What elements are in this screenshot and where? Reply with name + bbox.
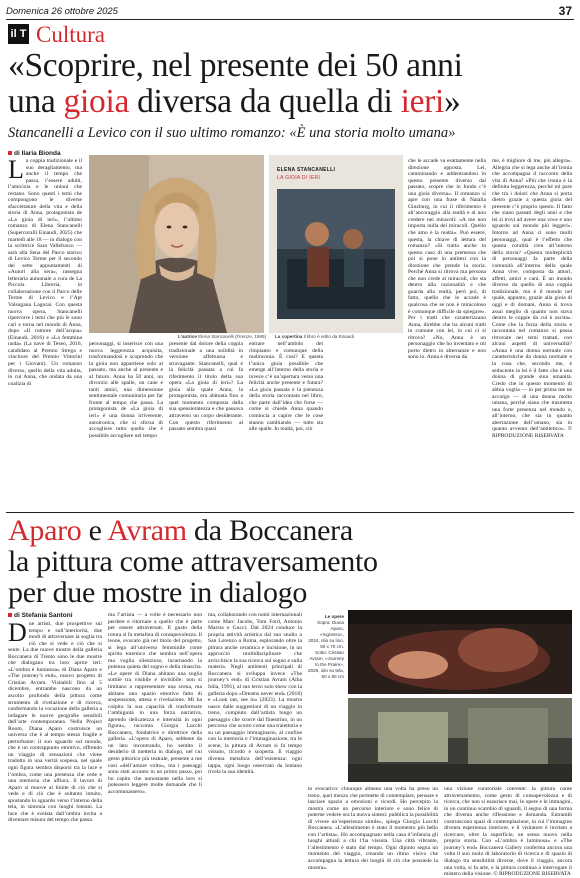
article2-byline: di Stefania Santoni [8, 612, 73, 619]
article1-column-5: che le accade va esattamente nella direzione opposta. Lei, camminando e addentrandosi in questo presente diverso dal passato, scopre che in fondo c’è una gioia diversa». Il romanzo si apre con una frase di Natalia Ginzburg, in cui il riferimento è all’ancoraggio alla realtà e al non credere nei miracoli: «A me non importa nulla dei miracoli. Quello che amo è la realtà». Può essere, questa, la chiave di lettura del romanzo? «Si tratta anche in questo caso di una premessa che poi si pone in antitesi con la direzione che prende la storia. Perché Anna si ritrova ma persona che non crede ai miracoli, che sta dentro alla razionalità e che guarda alla realtà, però poi, di fatto, quello che le accade è qualcosa che se non è miracoloso è comunque difficile da spiegare». Per i tratti che caratterizzano Anna, direbbe che ha alcuni tratti in comune con lei, in cui ci si ritrova? «No, Anna è un personaggio che ho inventato e mi porto dietro in alternanze e non sono io. Anna è diversa da [408, 158, 486, 361]
article2-dropcap: D [8, 618, 27, 647]
article1-title-line1: «Scoprire, nel presente dei 50 anni [8, 47, 463, 84]
article1-column-1: La coppia tradizionale e il suo deragliamento, ma anche il tempo che passa, l’essere adulti, l’amicizia e le unioni che restano. Sono questi i temi che compongono le diverse sfaccettature della vita e della storia di Anna, protagonista de «La gioia di ieri», l’ultimo romanzo di Elena Stancanelli (Supercoralli Einaudi, 2025) che martedì alle 18 — in dialogo con la scrittrice Sara Vallefuoco — sarà alla Sena del Parco storico di Levico Terme per il secondo dei sette appuntamenti di «Autori alla sera», rassegna letteraria autunnale a cura de La Piccola Libreria, in collaborazione con il Parco delle Terme di Levico e l’Apt Valsugana Lagorai. Con questa nuova opera, Stancanelli ripercorre i temi che più le sono cari e torna nel mondo di Anna, dopo «Il rumore dell’acqua» (Einaudi, 2016) e «La femmina nuda» (La nave di Teseo, 2016, candidato al Premio Strega e vincitore del Premio Vittorini per i Giovani). Un romanzo diverso, quello della vita adulta, in cui Anna, che ondata da una coalizia di [8, 155, 82, 387]
author-photo-illustration [89, 155, 264, 333]
book-cover [269, 155, 403, 333]
article1-column-3: presente dal dolore della coppia tradizionale a una solidità in versione affettuosa e stravagante. Stancanelli, qual è la felicità passata a cui fa riferimento il titolo della sua opera «La gioia di ieri»? La gioia alla quale Anna, la protagonista, era abituata fino a quel momento composta dalla sua spensieratezza e che passava attraverso un corpo desiderante. Con questo riferimento al passato sembra quasi [169, 341, 243, 433]
article2-column-2: ma l’artista — a volte è necessario non perdere e ritornare a quello che è parte per essere attraversati. Il gusto della rotura si fa metafora di consapevolezza. Il leone, evocato già nel titolo del progetto, si lega all’universo femminile come spirito totemico che sembra nell’opera ma voglia silenzioso, incarnando la potenza quieta del sogno e della rinascita. «Le opere di Diana abitano una soglia sottile tra visibile e invisibile: non si limitano a rappresentare una scena, ma abitano uno spazio emotivo fatto di sospensione, attesa e rivelazione. Mi ha colpito la sua capacità di trasformare l’ambiguità in una forza narrativa, aprendo delicatezza e intensità in ogni figura», racconta Giorgia Lucchi Boccanera, fondatrice e direttrice della galleria. «L’opera di Aparo, sebbene da un lato incontrando, ho sentito il desiderio di metterla in dialogo, nel cui gesto pittorico più teatrale, presente a me così «dell’amore volto», ma i paesaggi sono stati accanto in un primo passo, poi ho capito che nonostante nella loro si potessero leggere molte domande che li accomunassero». [108, 612, 202, 795]
artwork-avram-illustration [348, 698, 572, 782]
book-cover-caption: La copertina Il libro è edito da Einaudi [275, 334, 354, 339]
article2-title-line2: la pittura come attraversamento [8, 545, 378, 578]
article1-title-line2: una gioia diversa da quella di ieri» [8, 83, 461, 120]
book-cover-illustration [277, 189, 395, 319]
article2-title-line1: Aparo e Avram da Boccanera [8, 514, 353, 547]
section-title: Cultura [36, 22, 105, 47]
article2-column-3: ma, collaborando con nomi internazionali come Marc Jacobs, Tom Ford, Antonio Marras e Gucci. Dal 2024 conduce la propria attività artistica dal suo studio a San Lorenzo a Roma, esplorando oltre la pittura anche ceramica e incisione, in un approccio multidisciplinare che arricchisce la sua ricerca sul sogno e sulla materia. Negli ambienti principali di Boccanera si sviluppa invece «The journey’s end» di Cristian Avram (Alba Iulia, 1991), al suo terzo solo show con la galleria dopo «Dreams never end» (2018) e «Look out, see in» (2023). La mostra nasce dalle suggestioni di un viaggio in treno, compiuto dall’artista lungo un paesaggio che scorre dal finestrino, in un percorso che scorre come una traiettoria e su un paesaggio immaginario, al confine con la memoria e l’immaginazione, tra le scene, la pittura di Avram si fa tempo vissuto, ricordo e scoperta. Il viaggio diventa metafora dell’esistenza: ogni tappa, ogni luogo osservato da lontano rivela la sua identità. [208, 612, 302, 776]
artwork-avram [348, 698, 572, 782]
artwork-aparo-illustration [348, 610, 572, 694]
title-highlight-gioia: gioia [63, 83, 130, 120]
author-photo [89, 155, 264, 333]
article2-column-1: Due artisti, due prospettive sul tempo e sull’interiorità, due modi di attraversare la soglia tra ciò che si vede e ciò che si sente. La due nuove mostre della galleria Boccanera di Trento sono le due mostre che dialogano tra loro aprire ieri: «L’ombra è luminosa» di Diana Aparo e «The journey’s end», nuovo progetto di Cristian Avram. Visitabili fino al 5 dicembre, entrambe nascono da un ascolto profondo della pittura come strumento di rivelazione e di ricerca, confermando la vocazione della galleria a indagare le nuove geografie sensibili dell’arte contemporanea. Nella Project Room, Diana Aparo costruisce un universo che è al tempo stesso fragile e perturbante: il suo sguardo sul mondo, che è un contrappunto emotivo, offrendo un viaggio di sensazioni che viene tradotto in una verità sospesa, nel quale ogni figura sembra disporsi tra la luce e l’ombra, come una presenza che cede e una memoria che affiora. Il lavoro di Aparo si muove al limite di ciò che si vede e di ciò che è soltanto intuito, spostando lo sguardo verso l’interno della tela, in sintonia con luoghi lontani. La luce che è svelata dall’ombra invita a diventare misura del tempo che passa. [8, 618, 102, 824]
article2-title-line3: per due mostre in dialogo [8, 576, 308, 609]
article2-column-5: una visione curatoriale coerente: la pittura come attraversamento, come gesto di consapevolezza e di ricerca, che non si esaurisce mai, le opere e le immagini, in un continuo scambio di sguardi, il segno di una forma che diventa anche riflessione e domanda. Entrambi costruiscono spazi di contemplazione, in cui l’immagine diventa esperienza interiore, e il visitatore è invitato a ricercare, oltre la superficie, un senso nuovo nella propria storia. Con «L’ombra è luminosa» e «The journey’s end» Boccanera Gallery conferma ancora una volta il suo ruolo di laboratorio di ricerca e di spazio di dialogo tra sensibilità diverse, dove il viaggio, ancora una volta, si fa arte, e la pittura continua a interrogare il mistero della visione. © RIPRODUZIONE RISERVATA [444, 786, 572, 878]
logo [8, 24, 29, 44]
article1-column-4: entrare nell’ambito del rimpianto e comunque della malinconia. È così? E questa l’unica gioia possibile che emerge all’interno della storia e invece c’è un’apertura verso una felicità anche presente e futura? «La gioia passata è la pienezza della storia raccontata nel libro, che parte dall’idea che forse — come si chiede Anna quando comincia a capire che le cose stanno cambiando — tutto sta alle spalle. In realtà, poi, ciò [249, 341, 323, 433]
article-separator [6, 512, 574, 513]
byline-square-icon [8, 613, 12, 617]
title-name-avram: Avram [107, 514, 187, 547]
article1-title [8, 48, 572, 120]
page-date: Domenica 26 ottobre 2025 [6, 6, 118, 17]
logo-text: il T [10, 28, 27, 40]
book-cover-title: LA GIOIA DI IERI [277, 175, 321, 181]
article1-subtitle: Stancanelli a Levico con il suo ultimo romanzo: «È una storia molto umana» [8, 125, 456, 141]
article1-byline: di Ilaria Bionda [8, 150, 61, 157]
artwork-aparo [348, 610, 572, 694]
article2-title [8, 515, 572, 608]
title-highlight-ieri: ieri [400, 83, 445, 120]
title-name-aparo: Aparo [8, 514, 82, 547]
page-number: 37 [558, 4, 572, 18]
article2-column-4: to evocativo: chiunque almeno una volta ha preso un treno, quel mezzo che permette di contemplare, pensare e lasciare spazio a emozioni e ricordi. Ho percepito la mostra come un percorso interiore e sono felice di poterne vedere ora la nuova sintesi: pubblica la possibilità di vivere un’esperienza simile», spiega Giorgia Lucchi Boccanera. «L’allestimento è stato il momento più bello con l’artista». Ho accompagnato nella casa d’infanzia gli luoghi attuali a chi l’ha vissuta. Una città vibrante, l’allestimento è stato dal tempo. Ogni dipinto segna un momento del viaggio, creando un ritmo visivo che accompagna la lettura dei luoghi di ciò che possiede la mostra». [308, 786, 438, 871]
author-photo-caption: L’autrice Elena Stancanelli (Firenze, 1965) [178, 334, 267, 339]
article1-column-6: me, è migliore di me, più allegra». Allegria che si lega anche all’ironia che accompagna il racconto della vita di Anna? «Più che ironia è la definita leggerezza, perché mi pare che tra i dolori che Anna si porta dietro grazie a questa gioia del presente c’è proprio questo. Il fatto che siano passati degli anni e che lei si trovi ad avere una voce e uno sguardo sul mondo più leggeri». Intorno ad Anna ci sono molti personaggi, qual è l’effetto che questa coralità crea all’interno della storia? «Questa molteplicità di personaggi fa parte della comunità all’interno della quale Anna vive, composta da amori, affetti, amici e cani. È un mondo diverso da quello di una coppia tradizionale, ma è il mondo nel quale, appunto, grazie alla gioia di oggi e di domani, Anna si trova assai meglio di quanto non stava dentro le coppie da cui è uscita». Come che la forza della storia e raccontata nel romanzo si possa ritrovare nei temi trattati, con alcuni aspetti di universalità? «Anna è una donna normale con caratteristiche da donna normale e la cosa che, secondo me, è seducente in lei è il fatto che è una donna di grande sina umanità. Credo che in questo momento di abbia voglia — io per prima me ne accorgo — di una donna molto umana, perché siano che trasmetta una forte presenza nel mondo e, all’interno, che sia in quanto aberrazione dell’umano, sia in quanto avvento dell’antitetico». © RIPRODUZIONE RISERVATA [492, 158, 572, 439]
article1-column-2: personaggi, si inserisce con una nuova leggerezza acquisita, trasformandosi e scoprendo che la gioia non appartiene solo al passato, ma anche al presente e al futuro. Anna ha 50 anni, un divorzio alle spalle, un cane e tanti amici, una dimensione sentimentale comunitaria per far fronte al tempo che passa. La protagonista de «La gioia di ieri» è una donna irriverente, autoironica, che si sforza di accogliere tutto quello che è possibile accogliere nel tempo [89, 341, 163, 439]
header-rule [6, 19, 574, 20]
book-cover-author: ELENA STANCANELLI [277, 167, 336, 173]
article1-dropcap: L [8, 155, 24, 184]
artwork-caption: Le opere Sopra: Diana Aparo, «Ingresso», 2024, olio su lino, 50 x 70 cm. Sotto: Cristian Avram, «Journey to the Praire», 2025, olio su tela, 50 x 80 cm [308, 614, 345, 679]
